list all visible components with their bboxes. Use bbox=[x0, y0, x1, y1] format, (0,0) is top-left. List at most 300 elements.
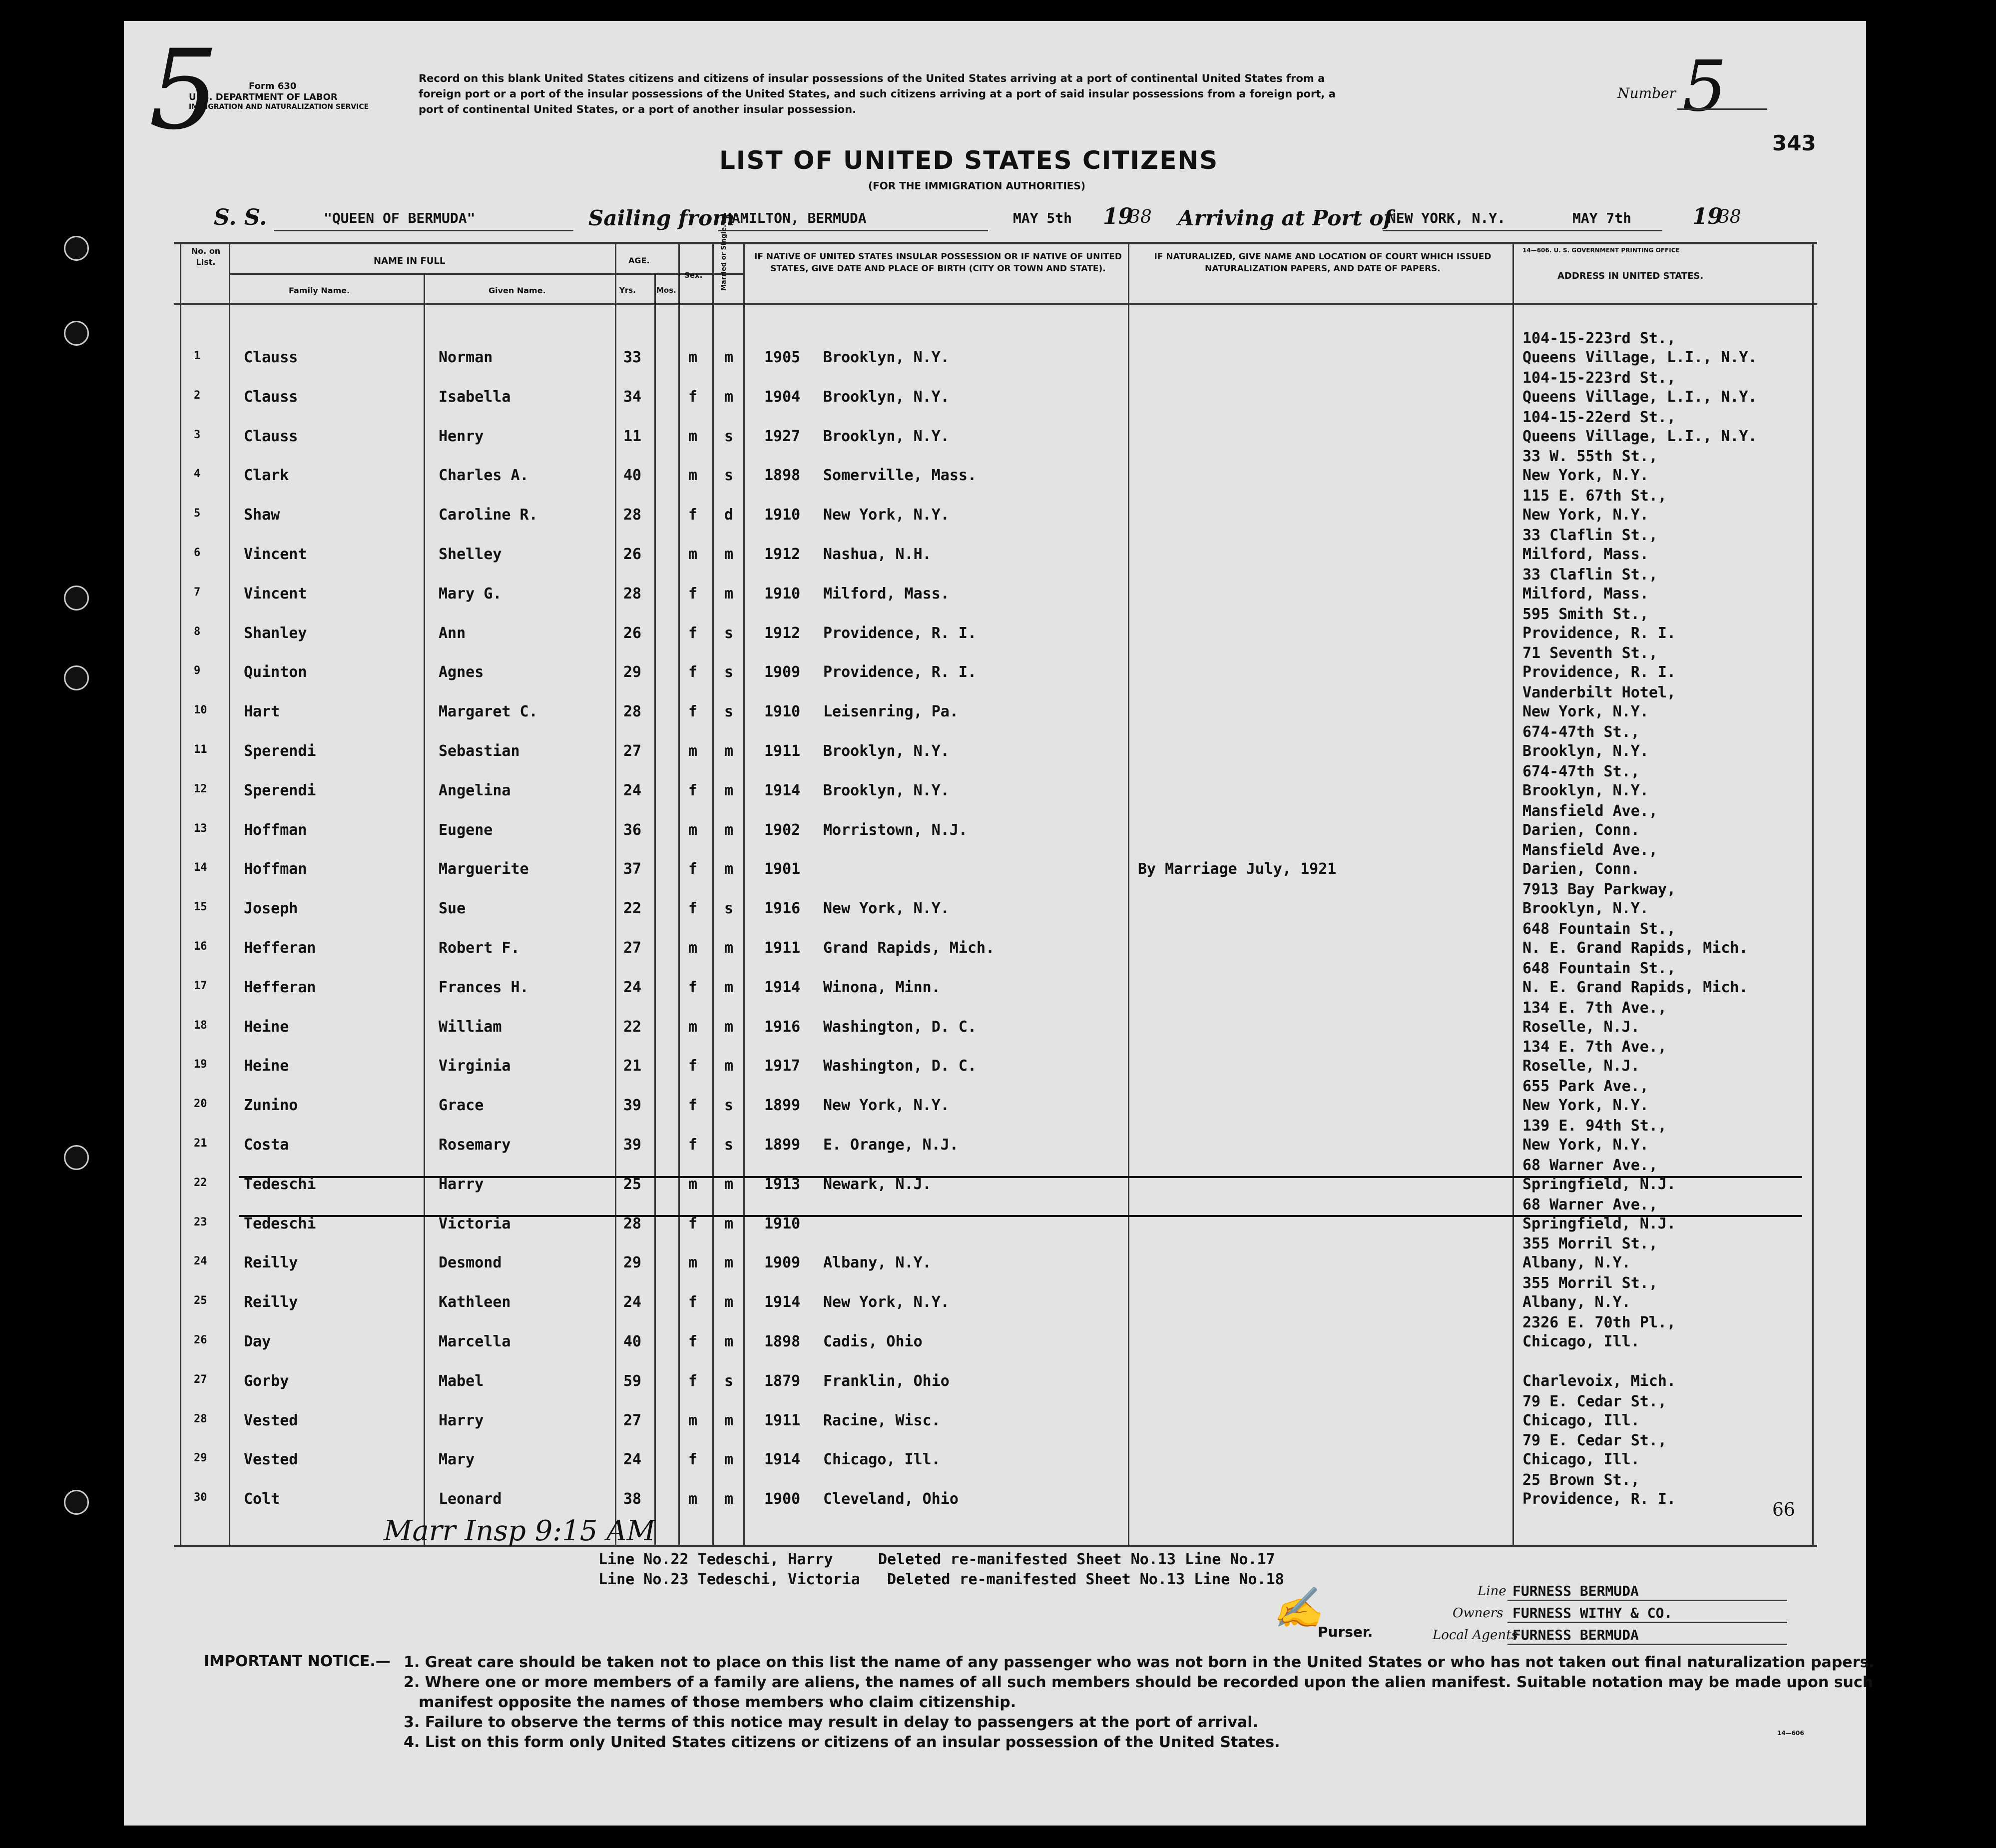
age-years: 11 bbox=[623, 427, 642, 445]
age-years: 29 bbox=[623, 663, 642, 681]
birth-place: Brooklyn, N.Y. bbox=[823, 427, 950, 445]
row-number: 10 bbox=[194, 704, 207, 717]
marital-status: s bbox=[724, 624, 734, 642]
row-number: 16 bbox=[194, 940, 207, 953]
page-count-note: 66 bbox=[1772, 1500, 1795, 1520]
sex: f bbox=[688, 1372, 698, 1390]
owners-label: Owners bbox=[1453, 1606, 1503, 1621]
given-name: Victoria bbox=[439, 1215, 511, 1232]
birth-place: Brooklyn, N.Y. bbox=[823, 388, 950, 406]
given-name: Desmond bbox=[439, 1254, 502, 1272]
birth-place: Providence, R. I. bbox=[823, 624, 977, 642]
birth-year: 1905 bbox=[764, 349, 801, 366]
address-line-2: New York, N.Y. bbox=[1522, 506, 1649, 524]
table-row bbox=[124, 1193, 1866, 1232]
table-row bbox=[124, 1311, 1866, 1350]
birth-place: New York, N.Y. bbox=[823, 1097, 950, 1115]
birth-year: 1899 bbox=[764, 1097, 801, 1115]
address-line-2: Charlevoix, Mich. bbox=[1522, 1372, 1676, 1390]
address-line-2: Brooklyn, N.Y. bbox=[1522, 781, 1649, 799]
address-line-2: Providence, R. I. bbox=[1522, 663, 1676, 681]
marital-status: m bbox=[724, 585, 734, 603]
address-line-2: Brooklyn, N.Y. bbox=[1522, 742, 1649, 760]
header-years: Yrs. bbox=[619, 286, 636, 295]
birth-place: Brooklyn, N.Y. bbox=[823, 781, 950, 799]
row-number: 23 bbox=[194, 1216, 207, 1229]
strike-line-22 bbox=[239, 1176, 1802, 1178]
sex: m bbox=[688, 467, 698, 485]
table-row bbox=[124, 1390, 1866, 1429]
address-line-1: 68 Warner Ave., bbox=[1522, 1156, 1658, 1174]
birth-place: New York, N.Y. bbox=[823, 506, 950, 524]
row-number: 9 bbox=[194, 664, 201, 677]
age-years: 22 bbox=[623, 900, 642, 918]
marital-status: m bbox=[724, 781, 734, 799]
age-years: 40 bbox=[623, 1333, 642, 1350]
age-years: 37 bbox=[623, 860, 642, 878]
address-line-1: 139 E. 94th St., bbox=[1522, 1117, 1667, 1135]
birth-year: 1912 bbox=[764, 624, 801, 642]
birth-place: Racine, Wisc. bbox=[823, 1411, 941, 1429]
address-line-1: 7913 Bay Parkway, bbox=[1522, 881, 1676, 899]
given-name: Isabella bbox=[439, 388, 511, 406]
row-number: 5 bbox=[194, 507, 201, 520]
sailing-underline bbox=[718, 230, 988, 231]
age-years: 24 bbox=[623, 978, 642, 996]
form-title: LIST OF UNITED STATES CITIZENS bbox=[719, 146, 1219, 175]
given-name: Charles A. bbox=[439, 467, 529, 485]
birth-year: 1917 bbox=[764, 1057, 801, 1075]
form-code: 14—606 bbox=[1777, 1730, 1804, 1737]
birth-year: 1879 bbox=[764, 1372, 801, 1390]
name-age-divider bbox=[229, 273, 743, 275]
address-line-2: Albany, N.Y. bbox=[1522, 1293, 1631, 1311]
marital-status: m bbox=[724, 1057, 734, 1075]
marital-status: s bbox=[724, 1097, 734, 1115]
family-name: Joseph bbox=[244, 900, 298, 918]
inspection-note: Marr Insp 9:15 AM bbox=[384, 1515, 655, 1547]
marital-status: s bbox=[724, 703, 734, 721]
age-years: 28 bbox=[623, 506, 642, 524]
address-line-1: 2326 E. 70th Pl., bbox=[1522, 1314, 1676, 1331]
table-row bbox=[124, 996, 1866, 1035]
given-name: Harry bbox=[439, 1411, 484, 1429]
family-name: Tedeschi bbox=[244, 1175, 316, 1193]
row-number: 22 bbox=[194, 1176, 207, 1189]
sailing-port: HAMILTON, BERMUDA bbox=[723, 210, 867, 226]
arriving-date: MAY 7th bbox=[1572, 210, 1632, 226]
address-line-2: Chicago, Ill. bbox=[1522, 1451, 1640, 1469]
table-row bbox=[124, 1075, 1866, 1114]
family-name: Gorby bbox=[244, 1372, 289, 1390]
family-name: Shanley bbox=[244, 624, 307, 642]
given-name: Angelina bbox=[439, 781, 511, 799]
sex: f bbox=[688, 624, 698, 642]
row-number: 21 bbox=[194, 1137, 207, 1150]
table-row bbox=[124, 484, 1866, 523]
table-row bbox=[124, 1114, 1866, 1153]
row-number: 27 bbox=[194, 1373, 207, 1386]
marital-status: s bbox=[724, 1136, 734, 1154]
birth-place: Providence, R. I. bbox=[823, 663, 977, 681]
punch-hole bbox=[64, 665, 89, 690]
table-row bbox=[124, 760, 1866, 799]
given-name: Mary G. bbox=[439, 585, 502, 603]
row-number: 15 bbox=[194, 901, 207, 914]
address-line-2: Queens Village, L.I., N.Y. bbox=[1522, 388, 1757, 406]
family-name: Heine bbox=[244, 1018, 289, 1036]
birth-year: 1899 bbox=[764, 1136, 801, 1154]
table-row bbox=[124, 603, 1866, 641]
given-name: Marcella bbox=[439, 1333, 511, 1350]
department-name: U. S. DEPARTMENT OF LABOR bbox=[189, 92, 338, 102]
age-years: 27 bbox=[623, 1411, 642, 1429]
notice-list bbox=[404, 1653, 1875, 1753]
family-name: Hoffman bbox=[244, 860, 307, 878]
instruction-line: port of continental United States, or a port of another insular possession. bbox=[419, 103, 857, 115]
birth-year: 1904 bbox=[764, 388, 801, 406]
arriving-port: NEW YORK, N.Y. bbox=[1388, 210, 1506, 226]
manifest-sheet bbox=[124, 21, 1875, 1826]
address-line-2: Chicago, Ill. bbox=[1522, 1411, 1640, 1429]
given-name: Robert F. bbox=[439, 939, 520, 957]
corner-number: 5 bbox=[149, 26, 219, 154]
sex: m bbox=[688, 939, 698, 957]
family-name: Colt bbox=[244, 1490, 280, 1508]
address-line-2: New York, N.Y. bbox=[1522, 467, 1649, 485]
owners-underline bbox=[1507, 1622, 1787, 1623]
marital-status: m bbox=[724, 1175, 734, 1193]
header-sex: Sex. bbox=[684, 271, 703, 280]
birth-place: E. Orange, N.J. bbox=[823, 1136, 959, 1154]
marital-status: m bbox=[724, 1293, 734, 1311]
birth-place: Newark, N.J. bbox=[823, 1175, 932, 1193]
marital-status: m bbox=[724, 821, 734, 839]
age-years: 38 bbox=[623, 1490, 642, 1508]
marital-status: m bbox=[724, 1411, 734, 1429]
address-line-1: 355 Morril St., bbox=[1522, 1274, 1658, 1292]
line-label: Line bbox=[1478, 1584, 1506, 1599]
age-years: 34 bbox=[623, 388, 642, 406]
notice-item: 4. List on this form only United States citizens or citizens of an insular possession of the United States. bbox=[404, 1734, 1280, 1751]
ship-underline bbox=[274, 230, 573, 231]
address-line-2: Milford, Mass. bbox=[1522, 585, 1649, 603]
birth-year: 1913 bbox=[764, 1175, 801, 1193]
address-line-1: 115 E. 67th St., bbox=[1522, 487, 1667, 505]
header-address: ADDRESS IN UNITED STATES. bbox=[1557, 271, 1704, 281]
birth-year: 1912 bbox=[764, 546, 801, 563]
age-years: 26 bbox=[623, 546, 642, 563]
arriving-year-prefix: 19 bbox=[1692, 204, 1723, 229]
marital-status: s bbox=[724, 900, 734, 918]
sex: m bbox=[688, 427, 698, 445]
sailing-year-suffix: 38 bbox=[1129, 207, 1152, 227]
ship-name: "QUEEN OF BERMUDA" bbox=[324, 210, 476, 226]
sex: m bbox=[688, 546, 698, 563]
birth-year: 1911 bbox=[764, 939, 801, 957]
table-row bbox=[124, 1468, 1866, 1507]
header-married-single: Married or Single. bbox=[720, 224, 728, 291]
given-name: Norman bbox=[439, 349, 493, 366]
table-row bbox=[124, 406, 1866, 445]
table-row bbox=[124, 1429, 1866, 1468]
table-row bbox=[124, 917, 1866, 956]
marital-status: m bbox=[724, 1018, 734, 1036]
birth-place: Leisenring, Pa. bbox=[823, 703, 959, 721]
row-number: 11 bbox=[194, 743, 207, 756]
age-years: 25 bbox=[623, 1175, 642, 1193]
row-number: 6 bbox=[194, 547, 201, 559]
sex: f bbox=[688, 1097, 698, 1115]
row-number: 19 bbox=[194, 1058, 207, 1071]
address-line-2: Roselle, N.J. bbox=[1522, 1057, 1640, 1075]
table-row bbox=[124, 838, 1866, 877]
address-line-2: Chicago, Ill. bbox=[1522, 1333, 1640, 1350]
family-name: Hefferan bbox=[244, 978, 316, 996]
address-line-1: Mansfield Ave., bbox=[1522, 802, 1658, 820]
address-line-2: Queens Village, L.I., N.Y. bbox=[1522, 349, 1757, 366]
marital-status: s bbox=[724, 1372, 734, 1390]
sex: m bbox=[688, 1175, 698, 1193]
birth-year: 1914 bbox=[764, 781, 801, 799]
row-number: 17 bbox=[194, 979, 207, 992]
age-years: 22 bbox=[623, 1018, 642, 1036]
address-line-1: 33 Claflin St., bbox=[1522, 566, 1658, 584]
marital-status: m bbox=[724, 939, 734, 957]
punch-hole bbox=[64, 321, 89, 346]
age-years: 40 bbox=[623, 467, 642, 485]
table-row bbox=[124, 445, 1866, 484]
sex: m bbox=[688, 1490, 698, 1508]
deletion-notes bbox=[598, 1550, 1284, 1590]
marital-status: m bbox=[724, 388, 734, 406]
given-name: Grace bbox=[439, 1097, 484, 1115]
birth-year: 1910 bbox=[764, 1215, 801, 1232]
header-family-name: Family Name. bbox=[289, 286, 350, 295]
age-years: 33 bbox=[623, 349, 642, 366]
given-name: Ann bbox=[439, 624, 466, 642]
sex: f bbox=[688, 663, 698, 681]
age-years: 21 bbox=[623, 1057, 642, 1075]
marital-status: m bbox=[724, 1215, 734, 1232]
sailing-date: MAY 5th bbox=[1013, 210, 1072, 226]
marital-status: s bbox=[724, 663, 734, 681]
address-line-1: Vanderbilt Hotel, bbox=[1522, 684, 1676, 702]
family-name: Hefferan bbox=[244, 939, 316, 957]
header-given-name: Given Name. bbox=[489, 286, 546, 295]
notice-title: IMPORTANT NOTICE.— bbox=[204, 1653, 391, 1670]
service-name: IMMIGRATION AND NATURALIZATION SERVICE bbox=[189, 103, 369, 111]
birth-year: 1900 bbox=[764, 1490, 801, 1508]
agents-value: FURNESS BERMUDA bbox=[1512, 1627, 1639, 1643]
address-line-1: 674-47th St., bbox=[1522, 762, 1640, 780]
age-years: 27 bbox=[623, 939, 642, 957]
table-row bbox=[124, 327, 1866, 366]
header-months: Mos. bbox=[656, 286, 676, 295]
address-line-1: 25 Brown St., bbox=[1522, 1471, 1640, 1489]
marital-status: d bbox=[724, 506, 734, 524]
row-number: 13 bbox=[194, 822, 207, 835]
given-name: Mabel bbox=[439, 1372, 484, 1390]
marital-status: s bbox=[724, 467, 734, 485]
given-name: William bbox=[439, 1018, 502, 1036]
birth-year: 1910 bbox=[764, 585, 801, 603]
given-name: Henry bbox=[439, 427, 484, 445]
birth-year: 1914 bbox=[764, 1293, 801, 1311]
sex: f bbox=[688, 1293, 698, 1311]
notice-item: 2. Where one or more members of a family are aliens, the names of all such members should be recorded upon the alien manifest. Suitable notation may be made upon such bbox=[404, 1674, 1874, 1691]
family-name: Reilly bbox=[244, 1254, 298, 1272]
address-line-1: 71 Seventh St., bbox=[1522, 644, 1658, 662]
row-number: 7 bbox=[194, 586, 201, 599]
table-row bbox=[124, 1154, 1866, 1193]
family-name: Clauss bbox=[244, 388, 298, 406]
given-name: Harry bbox=[439, 1175, 484, 1193]
birth-year: 1927 bbox=[764, 427, 801, 445]
address-line-2: Darien, Conn. bbox=[1522, 821, 1640, 839]
family-name: Clauss bbox=[244, 427, 298, 445]
marital-status: m bbox=[724, 1490, 734, 1508]
print-code: 14—606. U. S. GOVERNMENT PRINTING OFFICE bbox=[1522, 247, 1680, 254]
sex: f bbox=[688, 978, 698, 996]
table-row bbox=[124, 1035, 1866, 1074]
marital-status: m bbox=[724, 349, 734, 366]
given-name: Kathleen bbox=[439, 1293, 511, 1311]
address-line-1: 655 Park Ave., bbox=[1522, 1078, 1649, 1096]
address-line-2: New York, N.Y. bbox=[1522, 1097, 1649, 1115]
birth-place: Somerville, Mass. bbox=[823, 467, 977, 485]
row-number: 12 bbox=[194, 782, 207, 795]
birth-year: 1914 bbox=[764, 1451, 801, 1469]
marital-status: s bbox=[724, 427, 734, 445]
address-line-2: Queens Village, L.I., N.Y. bbox=[1522, 427, 1757, 445]
sex: m bbox=[688, 821, 698, 839]
address-line-2: N. E. Grand Rapids, Mich. bbox=[1522, 978, 1748, 996]
form-number: Form 630 bbox=[249, 81, 297, 91]
birth-place: Milford, Mass. bbox=[823, 585, 950, 603]
age-years: 28 bbox=[623, 585, 642, 603]
marital-status: m bbox=[724, 742, 734, 760]
row-number: 18 bbox=[194, 1019, 207, 1032]
family-name: Hart bbox=[244, 703, 280, 721]
birth-place: Cleveland, Ohio bbox=[823, 1490, 959, 1508]
row-number: 25 bbox=[194, 1294, 207, 1307]
row-number: 14 bbox=[194, 861, 207, 874]
age-years: 27 bbox=[623, 742, 642, 760]
line-underline bbox=[1507, 1600, 1787, 1601]
address-line-1: 79 E. Cedar St., bbox=[1522, 1432, 1667, 1450]
address-line-2: Albany, N.Y. bbox=[1522, 1254, 1631, 1272]
birth-place: Cadis, Ohio bbox=[823, 1333, 923, 1350]
age-years: 28 bbox=[623, 1215, 642, 1232]
birth-place: Morristown, N.J. bbox=[823, 821, 968, 839]
row-number: 24 bbox=[194, 1255, 207, 1268]
address-line-1: 33 Claflin St., bbox=[1522, 527, 1658, 544]
line-value: FURNESS BERMUDA bbox=[1512, 1583, 1639, 1599]
sex: f bbox=[688, 1215, 698, 1232]
sex: f bbox=[688, 1057, 698, 1075]
table-row bbox=[124, 1271, 1866, 1310]
birth-place: New York, N.Y. bbox=[823, 1293, 950, 1311]
sex: f bbox=[688, 388, 698, 406]
address-line-1: 33 W. 55th St., bbox=[1522, 448, 1658, 466]
family-name: Hoffman bbox=[244, 821, 307, 839]
header-name-in-full: NAME IN FULL bbox=[374, 256, 446, 266]
purser-signature: ✍ bbox=[1273, 1585, 1323, 1631]
given-name: Virginia bbox=[439, 1057, 511, 1075]
table-row bbox=[124, 1232, 1866, 1271]
page-stamp: 343 bbox=[1772, 131, 1816, 155]
family-name: Heine bbox=[244, 1057, 289, 1075]
birth-place: Washington, D. C. bbox=[823, 1018, 977, 1036]
given-name: Agnes bbox=[439, 663, 484, 681]
address-line-1: 104-15-223rd St., bbox=[1522, 330, 1676, 347]
sex: m bbox=[688, 1018, 698, 1036]
header-birth: IF NATIVE OF UNITED STATES INSULAR POSSESSION OR IF NATIVE OF UNITED STATES, GIVE DATE AND PLACE OF BIRTH (CITY OR TOWN AND STATE). bbox=[754, 252, 1122, 274]
family-name: Sperendi bbox=[244, 781, 316, 799]
strike-line-23 bbox=[239, 1215, 1802, 1217]
birth-year: 1898 bbox=[764, 1333, 801, 1350]
sex: f bbox=[688, 585, 698, 603]
row-number: 3 bbox=[194, 428, 201, 441]
address-line-1: 648 Fountain St., bbox=[1522, 920, 1676, 938]
birth-year: 1911 bbox=[764, 742, 801, 760]
sex: f bbox=[688, 506, 698, 524]
marital-status: m bbox=[724, 860, 734, 878]
address-line-2: New York, N.Y. bbox=[1522, 1136, 1649, 1154]
address-line-1: 104-15-223rd St., bbox=[1522, 369, 1676, 387]
notice-item: 3. Failure to observe the terms of this notice may result in delay to passengers at the port of arrival. bbox=[404, 1714, 1258, 1731]
row-number: 28 bbox=[194, 1412, 207, 1425]
instruction-line: foreign port or a port of the insular possessions of the United States, and such citizens arriving at a port of said insular possessions from a foreign port, a bbox=[419, 88, 1336, 100]
marital-status: m bbox=[724, 1254, 734, 1272]
age-years: 36 bbox=[623, 821, 642, 839]
address-line-1: 648 Fountain St., bbox=[1522, 959, 1676, 977]
table-row bbox=[124, 563, 1866, 602]
naturalization: By Marriage July, 1921 bbox=[1138, 860, 1337, 878]
sailing-year-prefix: 19 bbox=[1103, 204, 1134, 229]
arriving-underline bbox=[1383, 230, 1662, 231]
table-row bbox=[124, 1350, 1866, 1389]
birth-place: Chicago, Ill. bbox=[823, 1451, 941, 1469]
birth-year: 1909 bbox=[764, 663, 801, 681]
birth-place: Albany, N.Y. bbox=[823, 1254, 932, 1272]
birth-year: 1916 bbox=[764, 900, 801, 918]
ss-label: S. S. bbox=[214, 205, 267, 230]
punch-hole bbox=[64, 586, 89, 611]
birth-year: 1910 bbox=[764, 506, 801, 524]
sex: f bbox=[688, 860, 698, 878]
table-row bbox=[124, 524, 1866, 563]
age-years: 28 bbox=[623, 703, 642, 721]
marital-status: m bbox=[724, 1451, 734, 1469]
number-value: 5 bbox=[1682, 46, 1727, 127]
sex: f bbox=[688, 900, 698, 918]
header-no: No. on List. bbox=[191, 246, 221, 267]
punch-hole bbox=[64, 236, 89, 261]
instruction-line: Record on this blank United States citizens and citizens of insular possessions of the United States arriving at a port of continental United States from a bbox=[419, 72, 1325, 84]
age-years: 39 bbox=[623, 1136, 642, 1154]
birth-year: 1910 bbox=[764, 703, 801, 721]
row-number: 8 bbox=[194, 625, 201, 638]
notice-item: manifest opposite the names of those members who claim citizenship. bbox=[419, 1694, 1016, 1711]
birth-year: 1898 bbox=[764, 467, 801, 485]
age-years: 29 bbox=[623, 1254, 642, 1272]
row-number: 29 bbox=[194, 1452, 207, 1465]
sex: f bbox=[688, 1136, 698, 1154]
birth-year: 1909 bbox=[764, 1254, 801, 1272]
agents-label: Local Agents bbox=[1433, 1628, 1518, 1643]
